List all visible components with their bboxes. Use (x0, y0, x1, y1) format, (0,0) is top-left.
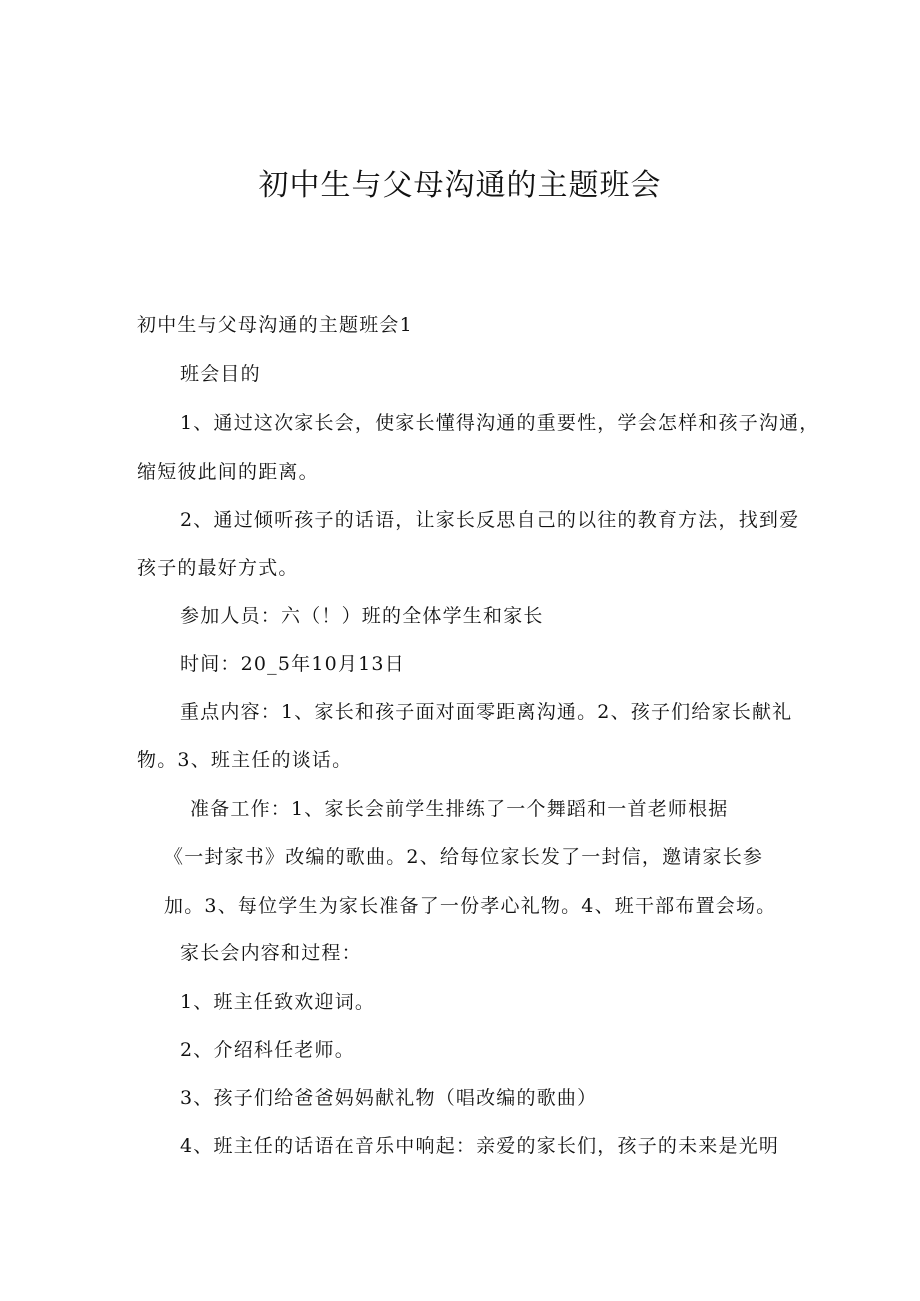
paragraph-line: 2、通过倾听孩子的话语，让家长反思自己的以往的教育方法，找到爱 (180, 509, 800, 531)
paragraph-line: 孩子的最好方式。 (137, 557, 299, 579)
paragraph-line: 《一封家书》改编的歌曲。2、给每位家长发了一封信，邀请家长参 (164, 846, 764, 868)
paragraph-line: 物。3、班主任的谈话。 (137, 749, 353, 771)
paragraph-line: 班会目的 (180, 363, 261, 385)
paragraph-line: 加。3、每位学生为家长准备了一份孝心礼物。4、班干部布置会场。 (164, 895, 777, 917)
paragraph-line: 3、孩子们给爸爸妈妈献礼物（唱改编的歌曲） (180, 1087, 598, 1109)
paragraph-line: 2、介绍科任老师。 (180, 1039, 355, 1061)
paragraph-line: 1、通过这次家长会，使家长懂得沟通的重要性，学会怎样和孩子沟通， (180, 412, 820, 434)
paragraph-line: 参加人员：六（！）班的全体学生和家长 (180, 605, 544, 627)
section-heading: 初中生与父母沟通的主题班会1 (137, 314, 413, 336)
paragraph-line: 重点内容：1、家长和孩子面对面零距离沟通。2、孩子们给家长献礼 (180, 701, 793, 723)
paragraph-line: 准备工作：1、家长会前学生排练了一个舞蹈和一首老师根据 (190, 798, 729, 820)
paragraph-line: 1、班主任致欢迎词。 (180, 991, 376, 1013)
paragraph-line: 家长会内容和过程： (180, 942, 362, 964)
document-title: 初中生与父母沟通的主题班会 (258, 168, 662, 203)
paragraph-line: 时间：20_5年10月13日 (180, 653, 405, 675)
paragraph-line: 缩短彼此间的距离。 (137, 461, 319, 483)
paragraph-line: 4、班主任的话语在音乐中响起：亲爱的家长们，孩子的未来是光明 (180, 1135, 780, 1157)
